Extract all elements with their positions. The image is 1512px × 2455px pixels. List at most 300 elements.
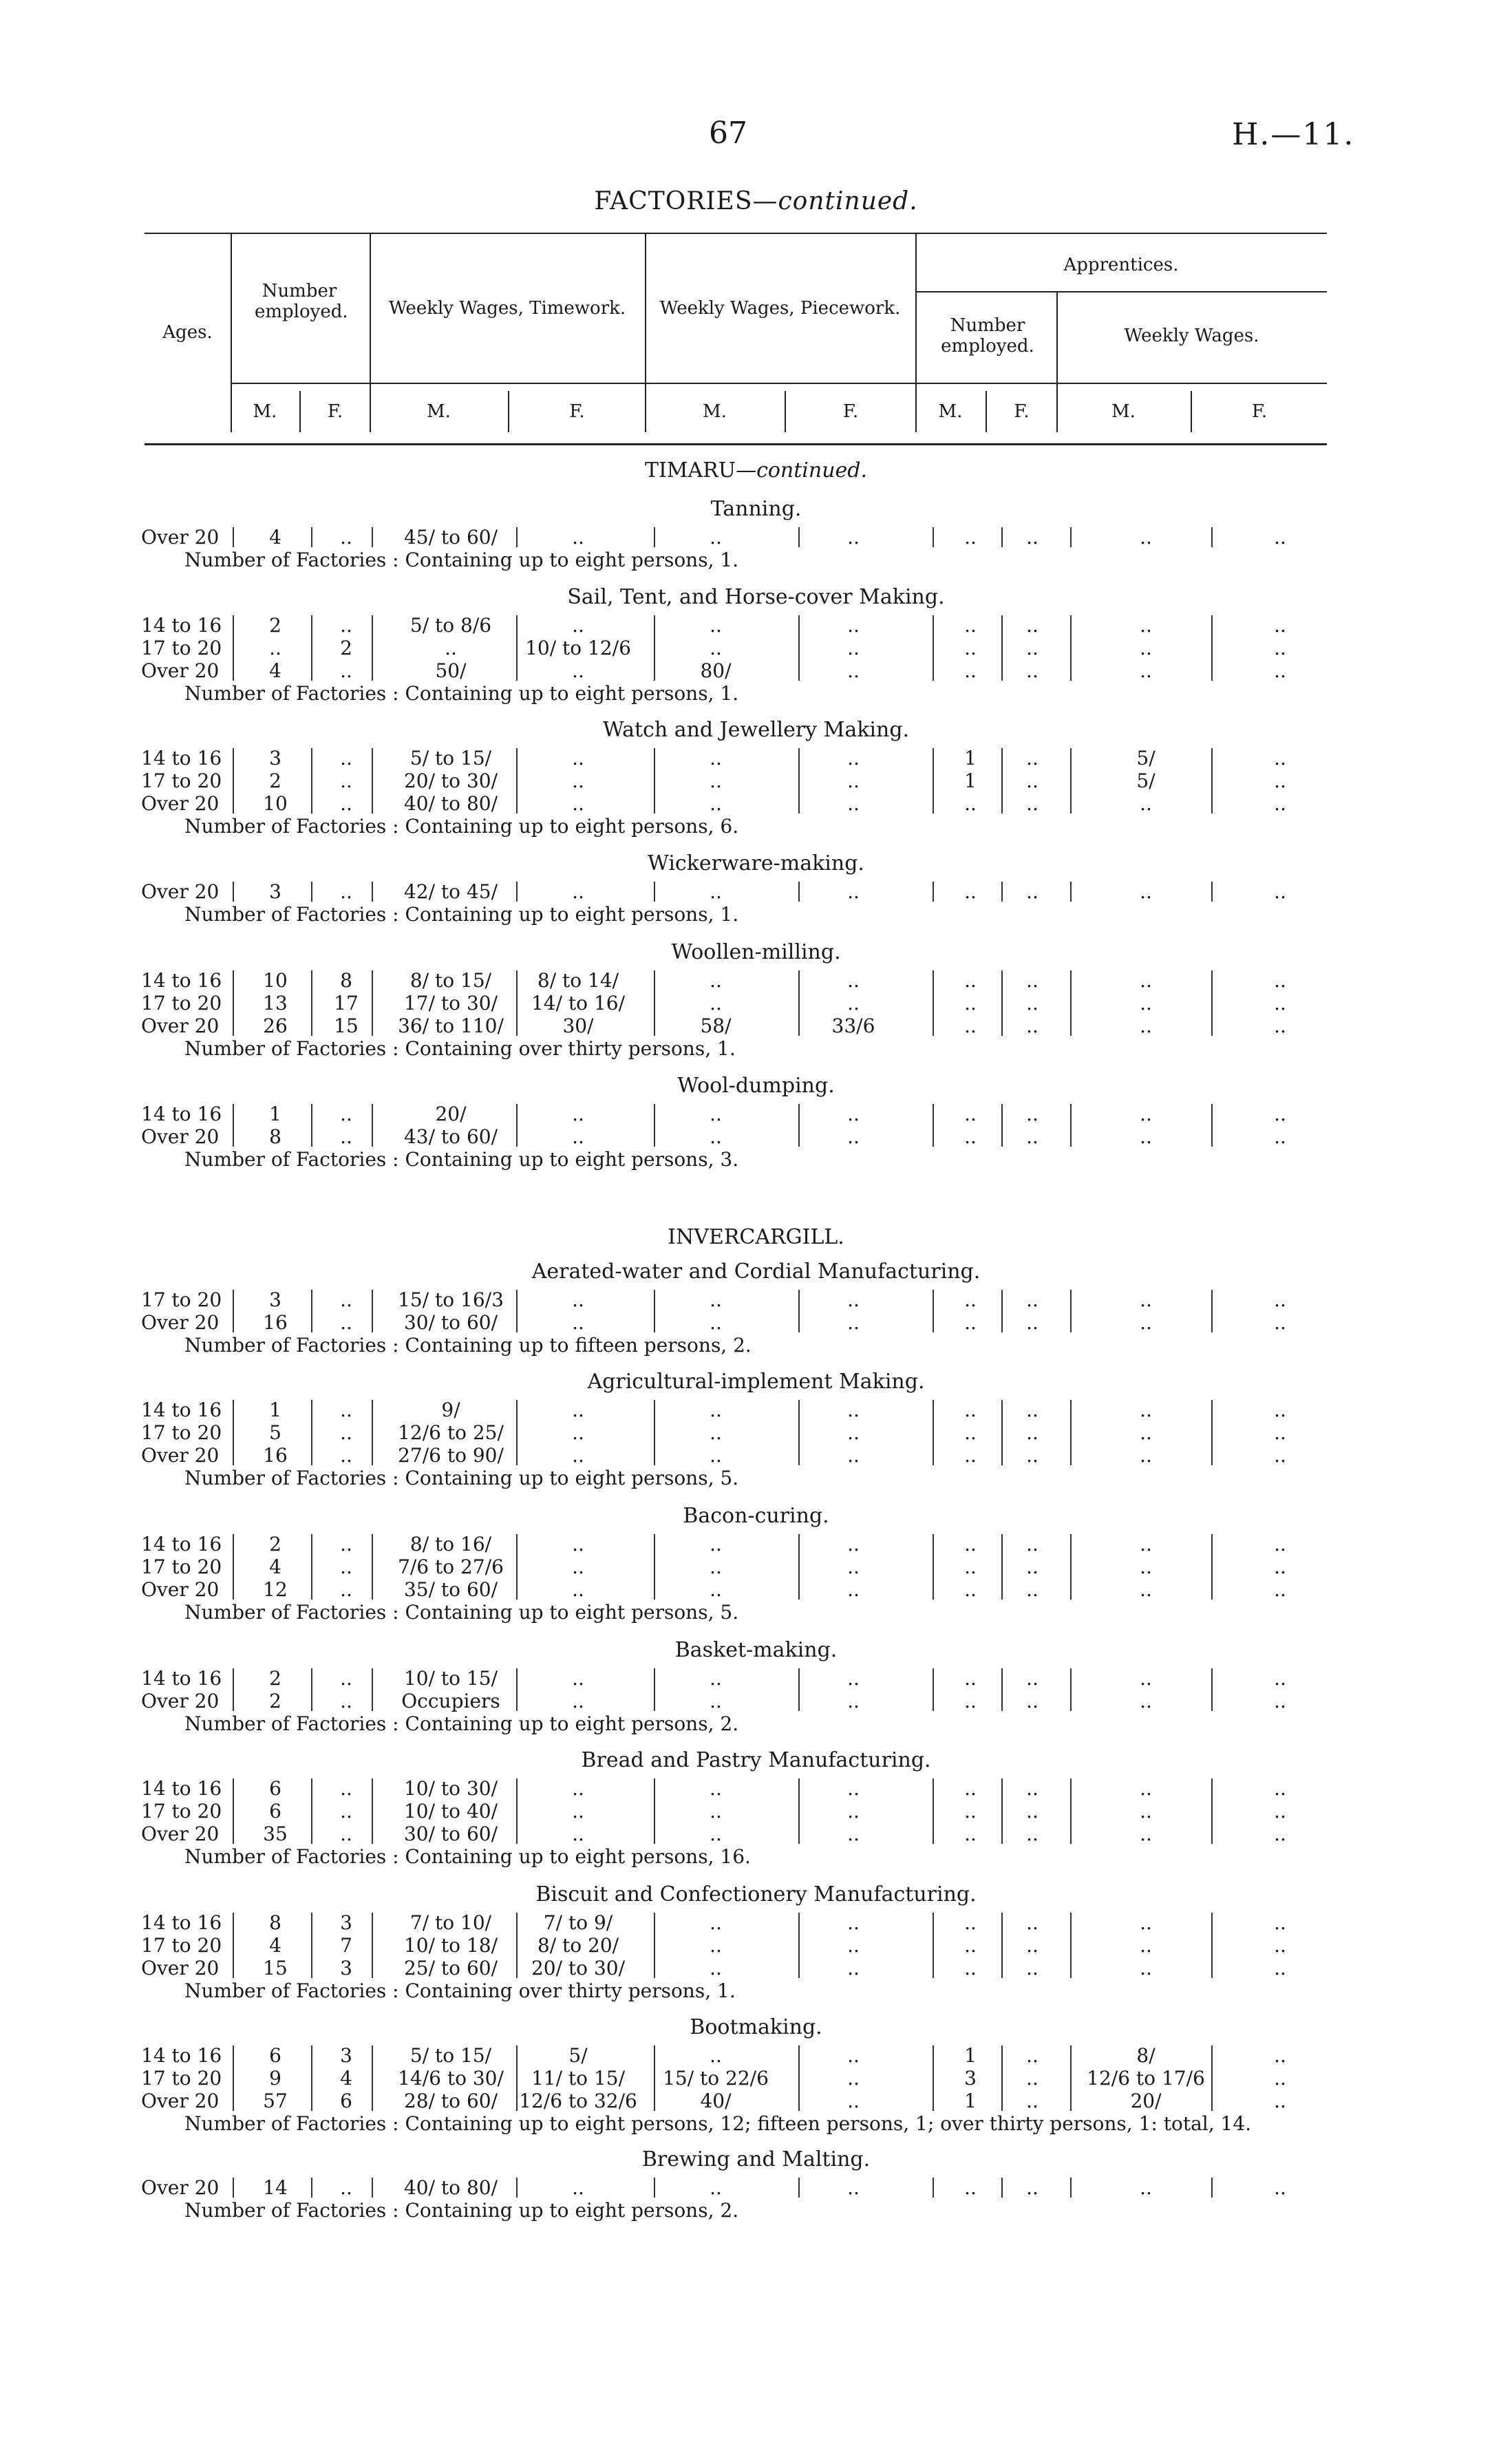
cell-wm: .. <box>1140 1957 1152 1979</box>
cell-nf: 3 <box>340 1957 352 1979</box>
column-rule <box>1070 2045 1072 2111</box>
section-subtitle: Wool-dumping. <box>677 1074 835 1098</box>
cell-tf: .. <box>572 1288 584 1311</box>
column-rule <box>798 2178 800 2198</box>
cell-nm: .. <box>269 637 281 659</box>
cell-wf: .. <box>1274 1014 1286 1037</box>
column-rule <box>311 1913 312 1978</box>
cell-pm: .. <box>710 1822 722 1845</box>
cell-am: .. <box>964 1421 977 1444</box>
column-rule <box>1211 2045 1213 2111</box>
column-rule <box>311 1400 312 1465</box>
cell-pm: .. <box>710 1777 722 1800</box>
cell-wm: .. <box>1140 1444 1152 1467</box>
header-wm: M. <box>1111 401 1136 422</box>
cell-tf: .. <box>572 1103 584 1125</box>
cell-age: 17 to 20 <box>141 1800 222 1822</box>
cell-tm: 28/ to 60/ <box>403 2090 498 2112</box>
cell-pm: .. <box>710 992 722 1014</box>
cell-pm: .. <box>710 1667 722 1690</box>
cell-pf: .. <box>847 1578 860 1601</box>
cell-tf: .. <box>572 1690 584 1712</box>
column-rule <box>1070 527 1072 547</box>
cell-wm: .. <box>1140 1800 1152 1822</box>
column-rule <box>233 1668 234 1711</box>
cell-wm: 12/6 to 17/6 <box>1087 2067 1205 2090</box>
cell-pm: 40/ <box>700 2090 732 2112</box>
cell-nf: .. <box>340 1421 352 1444</box>
column-rule <box>933 615 934 681</box>
cell-pm: .. <box>710 747 722 769</box>
cell-pm: 80/ <box>700 659 732 682</box>
column-rule <box>516 2045 518 2111</box>
cell-nf: 17 <box>334 992 359 1014</box>
cell-wm: .. <box>1140 614 1152 637</box>
column-rule <box>1070 615 1072 681</box>
cell-age: 14 to 16 <box>141 1533 222 1555</box>
header-bottom-rule <box>145 443 1327 445</box>
cell-age: 14 to 16 <box>141 747 222 769</box>
cell-nf: .. <box>340 1555 352 1578</box>
cell-am: .. <box>964 1957 977 1979</box>
cell-tf: 8/ to 20/ <box>537 1934 619 1957</box>
cell-af: .. <box>1026 1777 1039 1800</box>
cell-nm: 35 <box>263 1822 288 1845</box>
column-rule <box>1211 1400 1213 1465</box>
cell-pm: .. <box>710 1399 722 1421</box>
column-rule <box>516 1913 518 1978</box>
column-rule <box>516 615 518 681</box>
section-subtitle: Brewing and Malting. <box>641 2147 871 2171</box>
cell-wf: .. <box>1274 526 1286 549</box>
header-tm: M. <box>427 401 451 422</box>
cell-tm: 12/6 to 25/ <box>398 1421 504 1444</box>
column-rule <box>1211 527 1213 547</box>
header-ages: Ages. <box>162 322 213 343</box>
cell-nm: 15 <box>263 1957 288 1979</box>
main-title <box>0 187 1512 215</box>
header-nf: F. <box>327 401 343 422</box>
timaru-heading-suffix: —continued. <box>736 458 868 482</box>
cell-age: Over 20 <box>141 659 220 682</box>
cell-pm: .. <box>710 1311 722 1334</box>
cell-tm: 45/ to 60/ <box>403 526 498 549</box>
column-rule <box>233 1400 234 1465</box>
column-rule <box>372 2178 373 2198</box>
section-subtitle: Woollen-milling. <box>671 940 841 964</box>
cell-tm: 43/ to 60/ <box>403 1125 498 1148</box>
cell-nf: .. <box>340 1444 352 1467</box>
cell-af: .. <box>1026 1311 1039 1334</box>
cell-af: .. <box>1026 1667 1039 1690</box>
column-rule <box>1070 2178 1072 2198</box>
column-rule <box>516 2178 518 2198</box>
timaru-heading-text: TIMARU <box>644 458 736 482</box>
column-rule <box>933 1104 934 1147</box>
table-row <box>0 2067 1512 2089</box>
column-rule <box>372 615 373 681</box>
cell-pf: .. <box>847 1934 860 1957</box>
cell-pm: .. <box>710 1578 722 1601</box>
table-row <box>0 526 1512 548</box>
cell-nm: 3 <box>269 880 281 903</box>
table-header <box>145 233 1327 446</box>
timaru-heading <box>0 458 1512 482</box>
cell-nf: 3 <box>340 1911 352 1934</box>
column-rule <box>1001 1534 1003 1600</box>
cell-age: 17 to 20 <box>141 1421 222 1444</box>
cell-wm: .. <box>1140 2176 1152 2199</box>
cell-tf: .. <box>572 1667 584 1690</box>
cell-tf: 12/6 to 32/6 <box>519 2090 637 2112</box>
cell-nm: 6 <box>269 2044 281 2067</box>
cell-af: .. <box>1026 1690 1039 1712</box>
cell-nm: 2 <box>269 1667 281 1690</box>
table-row <box>0 1578 1512 1600</box>
cell-age: 14 to 16 <box>141 614 222 637</box>
cell-tf: 14/ to 16/ <box>531 992 626 1014</box>
cell-nf: 15 <box>334 1014 359 1037</box>
factories-note: Number of Factories : Containing up to eight persons, 1. <box>184 549 739 571</box>
header-apprentices: Apprentices. <box>1063 255 1179 275</box>
cell-pm: .. <box>710 1533 722 1555</box>
table-row <box>0 1777 1512 1799</box>
cell-nm: 13 <box>263 992 288 1014</box>
cell-tm: 5/ to 8/6 <box>409 614 492 637</box>
cell-wf: .. <box>1274 880 1286 903</box>
column-rule <box>1211 970 1213 1036</box>
column-rule <box>233 882 234 902</box>
cell-af: .. <box>1026 1014 1039 1037</box>
column-rule <box>233 615 234 681</box>
cell-nm: 4 <box>269 1934 281 1957</box>
cell-am: .. <box>964 1533 977 1555</box>
cell-age: 14 to 16 <box>141 1667 222 1690</box>
cell-pm: .. <box>710 2044 722 2067</box>
table-row <box>0 769 1512 791</box>
cell-wm: 8/ <box>1136 2044 1156 2067</box>
cell-nm: 16 <box>263 1444 288 1467</box>
cell-pm: .. <box>710 1690 722 1712</box>
cell-pf: .. <box>847 1421 860 1444</box>
cell-age: 14 to 16 <box>141 1777 222 1800</box>
column-rule <box>372 1290 373 1332</box>
table-row <box>0 1444 1512 1466</box>
cell-am: .. <box>964 1399 977 1421</box>
cell-wm: 5/ <box>1136 769 1156 792</box>
cell-af: .. <box>1026 2176 1039 2199</box>
table-row <box>0 659 1512 681</box>
cell-wm: .. <box>1140 1690 1152 1712</box>
cell-wm: .. <box>1140 1667 1152 1690</box>
cell-pm: .. <box>710 526 722 549</box>
table-row <box>0 1822 1512 1845</box>
cell-age: Over 20 <box>141 1957 220 1979</box>
column-rule <box>516 748 518 814</box>
cell-wm: .. <box>1140 1555 1152 1578</box>
column-rule <box>798 615 800 681</box>
cell-pm: .. <box>710 1288 722 1311</box>
cell-wm: .. <box>1140 1533 1152 1555</box>
header-number-employed: Number employed. <box>255 281 348 322</box>
cell-nf: .. <box>340 769 352 792</box>
cell-nf: 8 <box>340 969 352 992</box>
cell-af: .. <box>1026 1125 1039 1148</box>
column-rule <box>1211 1913 1213 1978</box>
cell-age: Over 20 <box>141 792 220 815</box>
column-rule <box>233 1534 234 1600</box>
cell-tf: .. <box>572 1578 584 1601</box>
column-rule <box>654 748 655 814</box>
cell-pf: .. <box>847 2090 860 2112</box>
cell-tm: 8/ to 15/ <box>409 969 492 992</box>
cell-af: .. <box>1026 1533 1039 1555</box>
factories-note: Number of Factories : Containing up to eight persons, 5. <box>184 1467 739 1489</box>
column-rule <box>1070 748 1072 814</box>
factories-note: Number of Factories : Containing up to eight persons, 1. <box>184 682 739 705</box>
column-rule <box>1211 1534 1213 1600</box>
cell-pf: .. <box>847 792 860 815</box>
cell-wf: .. <box>1274 792 1286 815</box>
column-rule <box>654 2178 655 2198</box>
cell-nm: 2 <box>269 1690 281 1712</box>
header-top-rule <box>145 233 1327 234</box>
cell-am: .. <box>964 969 977 992</box>
cell-wf: .. <box>1274 1444 1286 1467</box>
cell-tm: 8/ to 16/ <box>409 1533 492 1555</box>
cell-wf: .. <box>1274 1578 1286 1601</box>
header-weekly-piecework: Weekly Wages, Piecework. <box>659 298 901 319</box>
column-rule <box>933 1290 934 1332</box>
cell-nf: .. <box>340 659 352 682</box>
cell-age: Over 20 <box>141 1444 220 1467</box>
cell-pf: .. <box>847 1667 860 1690</box>
header-am: M. <box>938 401 963 422</box>
column-rule <box>798 2045 800 2111</box>
cell-pf: .. <box>847 1911 860 1934</box>
column-rule <box>798 1913 800 1978</box>
section-subtitle: Bread and Pastry Manufacturing. <box>581 1748 931 1772</box>
section-subtitle: Bacon-curing. <box>683 1504 829 1528</box>
cell-af: .. <box>1026 747 1039 769</box>
cell-wf: .. <box>1274 1667 1286 1690</box>
section-subtitle: Basket-making. <box>674 1638 838 1662</box>
cell-nf: .. <box>340 1800 352 1822</box>
cell-nm: 1 <box>269 1103 281 1125</box>
table-row <box>0 1014 1512 1037</box>
cell-nf: .. <box>340 1103 352 1125</box>
cell-am: .. <box>964 1103 977 1125</box>
cell-tf: .. <box>572 1125 584 1148</box>
cell-am: 1 <box>964 2090 977 2112</box>
cell-tm: 7/ to 10/ <box>409 1911 492 1934</box>
cell-wf: .. <box>1274 969 1286 992</box>
column-rule <box>933 2045 934 2111</box>
header-af: F. <box>1014 401 1030 422</box>
page-number: 67 <box>709 116 747 151</box>
column-rule <box>311 748 312 814</box>
cell-wf: .. <box>1274 1555 1286 1578</box>
cell-tm: 20/ <box>435 1103 467 1125</box>
cell-af: .. <box>1026 1578 1039 1601</box>
column-rule <box>1211 882 1213 902</box>
column-rule <box>1001 1400 1003 1465</box>
cell-wm: .. <box>1140 1911 1152 1934</box>
cell-age: 17 to 20 <box>141 2067 222 2090</box>
column-rule <box>311 2045 312 2111</box>
cell-af: .. <box>1026 1288 1039 1311</box>
cell-tm: 27/6 to 90/ <box>398 1444 504 1467</box>
column-rule <box>798 882 800 902</box>
column-rule <box>233 1104 234 1147</box>
cell-age: 14 to 16 <box>141 1399 222 1421</box>
cell-tf: .. <box>572 792 584 815</box>
column-rule <box>311 1668 312 1711</box>
column-rule <box>311 527 312 547</box>
cell-nm: 2 <box>269 1533 281 1555</box>
cell-pf: .. <box>847 1311 860 1334</box>
cell-pf: .. <box>847 992 860 1014</box>
cell-wm: .. <box>1140 1399 1152 1421</box>
cell-af: .. <box>1026 969 1039 992</box>
cell-tf: .. <box>572 1444 584 1467</box>
cell-age: 17 to 20 <box>141 1288 222 1311</box>
cell-nf: 6 <box>340 2090 352 2112</box>
cell-tf: .. <box>572 1421 584 1444</box>
cell-af: .. <box>1026 2067 1039 2090</box>
cell-pf: .. <box>847 1822 860 1845</box>
column-rule <box>1001 1290 1003 1332</box>
column-rule <box>372 970 373 1036</box>
cell-nf: .. <box>340 1667 352 1690</box>
cell-wm: .. <box>1140 1288 1152 1311</box>
cell-af: .. <box>1026 1103 1039 1125</box>
cell-tm: 10/ to 15/ <box>403 1667 498 1690</box>
cell-pf: .. <box>847 1444 860 1467</box>
column-rule <box>654 1400 655 1465</box>
column-rule <box>1001 2045 1003 2111</box>
cell-pm: .. <box>710 1800 722 1822</box>
cell-age: 14 to 16 <box>141 969 222 992</box>
column-rule <box>1001 748 1003 814</box>
cell-tf: .. <box>572 614 584 637</box>
cell-wf: .. <box>1274 1777 1286 1800</box>
cell-nf: .. <box>340 1690 352 1712</box>
cell-wf: .. <box>1274 637 1286 659</box>
table-row <box>0 1103 1512 1125</box>
cell-am: .. <box>964 1911 977 1934</box>
cell-pm: .. <box>710 1934 722 1957</box>
column-rule <box>798 527 800 547</box>
column-rule <box>516 1400 518 1465</box>
header-app-weekly-wages: Weekly Wages. <box>1124 326 1259 346</box>
cell-nm: 16 <box>263 1311 288 1334</box>
cell-pm: .. <box>710 1555 722 1578</box>
cell-pm: .. <box>710 1421 722 1444</box>
table-row <box>0 880 1512 902</box>
cell-pm: 15/ to 22/6 <box>663 2067 769 2090</box>
table-row <box>0 1288 1512 1310</box>
cell-am: .. <box>964 637 977 659</box>
cell-am: 3 <box>964 2067 977 2090</box>
column-rule <box>1001 1104 1003 1147</box>
table-row <box>0 637 1512 659</box>
cell-tm: 17/ to 30/ <box>403 992 498 1014</box>
cell-wf: .. <box>1274 1934 1286 1957</box>
cell-tm: 40/ to 80/ <box>403 2176 498 2199</box>
cell-nf: .. <box>340 1288 352 1311</box>
cell-tf: .. <box>572 1555 584 1578</box>
cell-wf: .. <box>1274 1533 1286 1555</box>
cell-nf: .. <box>340 1822 352 1845</box>
table-row <box>0 792 1512 814</box>
cell-nm: 6 <box>269 1800 281 1822</box>
cell-pf: .. <box>847 2044 860 2067</box>
cell-wm: .. <box>1140 992 1152 1014</box>
column-rule <box>372 1534 373 1600</box>
cell-am: .. <box>964 880 977 903</box>
column-rule <box>372 1668 373 1711</box>
cell-nm: 2 <box>269 769 281 792</box>
cell-pf: .. <box>847 969 860 992</box>
cell-tm: 5/ to 15/ <box>409 2044 492 2067</box>
cell-pm: .. <box>710 969 722 992</box>
column-rule <box>311 1778 312 1844</box>
cell-nf: 2 <box>340 637 352 659</box>
cell-tf: .. <box>572 1311 584 1334</box>
cell-tm: 42/ to 45/ <box>403 880 498 903</box>
cell-tm: 10/ to 18/ <box>403 1934 498 1957</box>
column-rule <box>516 1668 518 1711</box>
cell-pm: .. <box>710 1911 722 1934</box>
cell-tf: .. <box>572 1800 584 1822</box>
cell-age: Over 20 <box>141 1690 220 1712</box>
column-rule <box>233 1778 234 1844</box>
column-rule <box>372 2045 373 2111</box>
column-rule <box>1001 882 1003 902</box>
column-rule <box>654 1913 655 1978</box>
cell-pm: .. <box>710 637 722 659</box>
factories-note: Number of Factories : Containing up to fifteen persons, 2. <box>184 1334 752 1357</box>
cell-wf: .. <box>1274 1125 1286 1148</box>
column-rule <box>654 1778 655 1844</box>
column-rule <box>798 748 800 814</box>
column-rule <box>1070 1290 1072 1332</box>
column-rule <box>516 882 518 902</box>
cell-tm: 30/ to 60/ <box>403 1822 498 1845</box>
cell-am: .. <box>964 1444 977 1467</box>
cell-wf: .. <box>1274 2090 1286 2112</box>
cell-age: 17 to 20 <box>141 1555 222 1578</box>
factories-note: Number of Factories : Containing up to eight persons, 5. <box>184 1601 739 1624</box>
table-row <box>0 1690 1512 1712</box>
cell-age: 14 to 16 <box>141 1103 222 1125</box>
cell-af: .. <box>1026 1421 1039 1444</box>
cell-af: .. <box>1026 614 1039 637</box>
cell-tm: 5/ to 15/ <box>409 747 492 769</box>
cell-nm: 26 <box>263 1014 288 1037</box>
cell-wf: .. <box>1274 1822 1286 1845</box>
cell-tf: 5/ <box>568 2044 588 2067</box>
cell-tm: .. <box>445 637 457 659</box>
cell-pm: .. <box>710 880 722 903</box>
cell-am: .. <box>964 1288 977 1311</box>
column-rule <box>516 970 518 1036</box>
cell-am: .. <box>964 1125 977 1148</box>
cell-tf: .. <box>572 1822 584 1845</box>
cell-tm: 20/ to 30/ <box>403 769 498 792</box>
factories-note: Number of Factories : Containing over thirty persons, 1. <box>184 1979 736 2002</box>
